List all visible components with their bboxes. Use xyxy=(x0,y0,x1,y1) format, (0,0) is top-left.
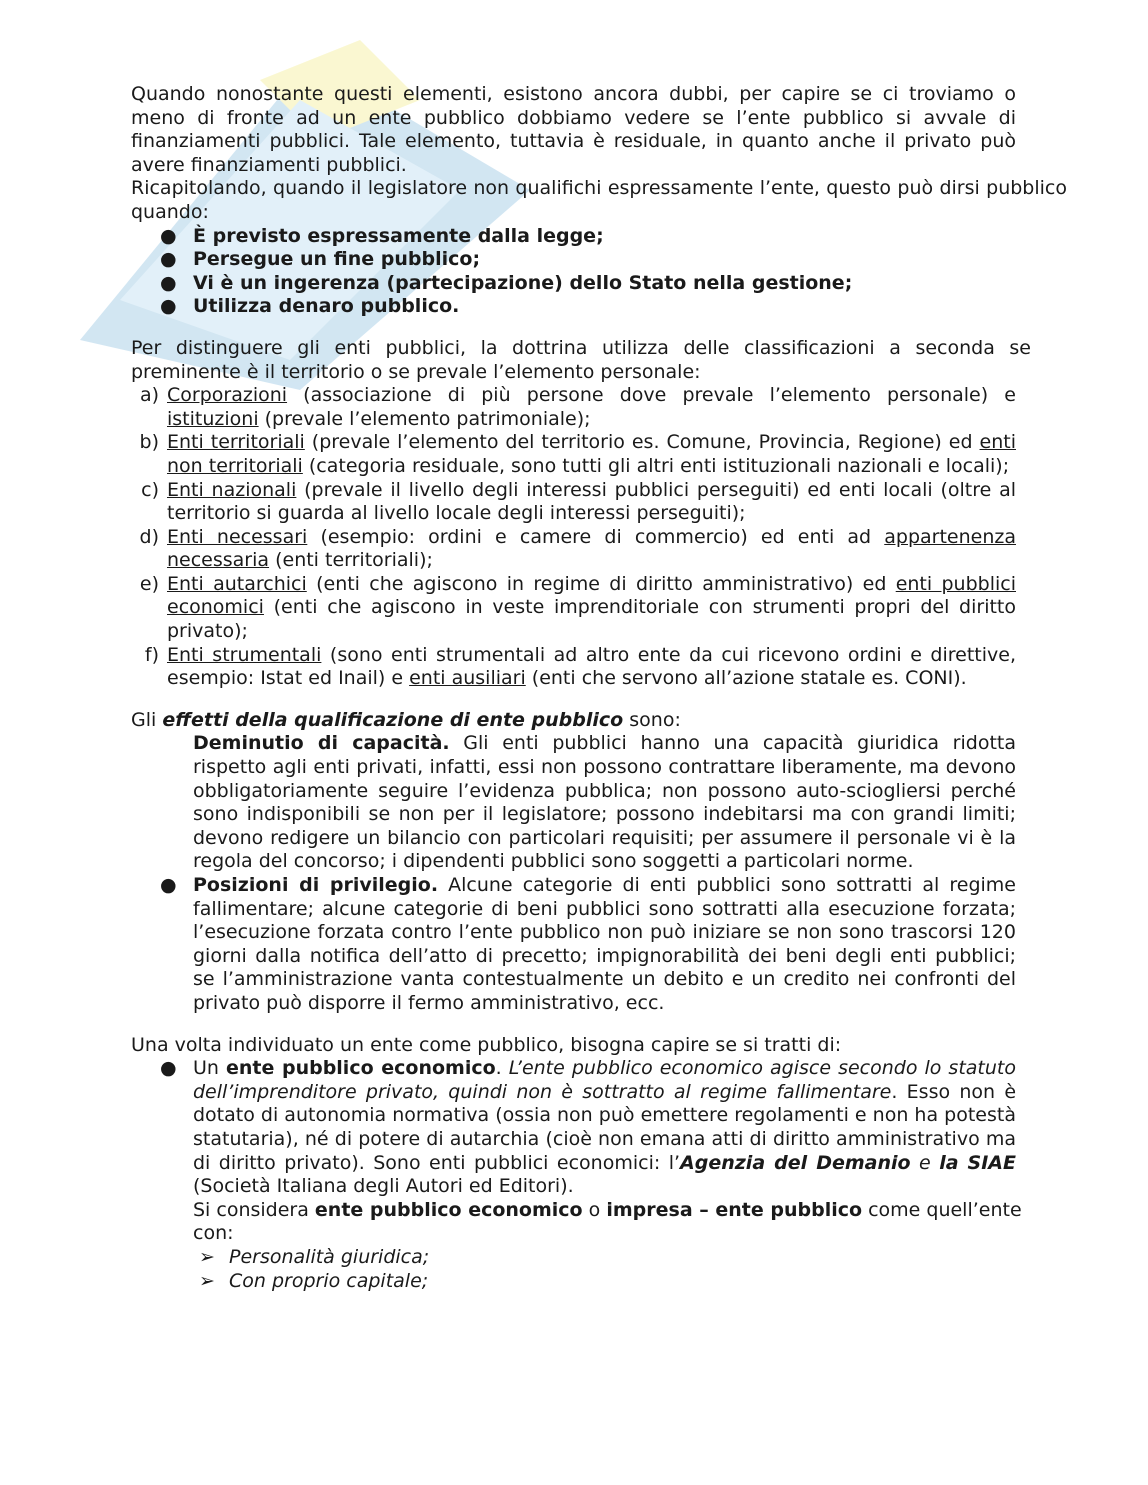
intro-paragraph-2: Ricapitolando, quando il legislatore non qualifichi espressamente l’ente, questo può dirsi pubblico quando: xyxy=(131,177,1067,223)
epe-title: ente pubblico economico xyxy=(225,1057,496,1080)
term-text: (prevale l’elemento patrimoniale); xyxy=(258,407,591,430)
criteria-text: È previsto espressamente dalla legge; xyxy=(193,224,604,247)
term: istituzioni xyxy=(167,407,259,430)
requirement-text: Con proprio capitale; xyxy=(229,1269,429,1292)
bullet-icon: ● xyxy=(160,224,177,247)
term-text: (sono enti strumentali ad altro ente da cui ricevono ordini e direttive, esempio: Istat ed Inail) e xyxy=(167,643,1016,690)
epe-example-2: la SIAE xyxy=(939,1151,1016,1174)
bullet-icon: ● xyxy=(160,874,177,896)
intro-paragraph-1: Quando nonostante questi elementi, esistono ancora dubbi, per capire se ci troviamo o meno di fronte ad un ente pubblico dobbiamo vedere se l’ente pubblico si avvale di finanziamenti pubblici. Tale elemento, tuttavia è residuale, in quanto anche il privato può avere finanziamenti pubblici. xyxy=(131,83,1016,176)
term: appartenenza necessaria xyxy=(167,525,1016,572)
term-text: (enti che agiscono in veste imprenditoriale con strumenti propri del diritto privato); xyxy=(167,596,1016,643)
term-text: (enti territoriali); xyxy=(269,549,433,572)
epe-italic: L’ente pubblico economico agisce secondo lo statuto dell’imprenditore privato, quindi non è sottratto al regime fallimentare xyxy=(193,1057,1016,1103)
bullet-icon: ● xyxy=(160,1057,177,1080)
term-text: (associazione di più persone dove prevale l’elemento personale) e xyxy=(287,384,1016,407)
list-item xyxy=(131,225,1016,249)
term-text: (enti che servono all’azione statale es. CONI). xyxy=(525,667,967,690)
epe-example-1: Agenzia del Demanio xyxy=(680,1151,911,1174)
effects-lead-post: sono: xyxy=(623,708,681,731)
list-marker: b) xyxy=(139,431,159,454)
consider-o: o xyxy=(582,1198,607,1221)
term-text: (categoria residuale, sono tutti gli altri enti istituzionali nazionali e locali); xyxy=(302,454,1010,477)
list-item xyxy=(193,1270,1016,1294)
consider-term-2: impresa – ente pubblico xyxy=(606,1198,863,1221)
effects-lead-pre: Gli xyxy=(131,708,163,731)
requirements-list xyxy=(193,1246,1016,1293)
list-item xyxy=(131,295,1016,319)
list-item xyxy=(131,1057,1022,1293)
classifications-list xyxy=(131,384,1016,691)
term: enti ausiliari xyxy=(409,667,526,690)
epe-text-1: . Esso non è dotato di autonomia normativa (ossia non può emettere regolamenti e non ha potestà statutaria), né di potere di autarchia (cioè non emana atti di diritto amministrativo ma di diritto privato). Sono enti pubblici economici: l’ xyxy=(193,1080,1017,1174)
criteria-list xyxy=(131,225,1016,319)
criteria-text: Utilizza denaro pubblico. xyxy=(193,295,460,318)
epe-dot: . xyxy=(495,1057,509,1080)
list-item xyxy=(131,431,1016,478)
term-text: (esempio: ordini e camere di commercio) ed enti ad xyxy=(307,525,885,548)
list-item xyxy=(131,573,1016,644)
bullet-icon: ● xyxy=(160,248,177,271)
list-item xyxy=(131,874,1016,1016)
list-item xyxy=(131,526,1016,573)
arrow-bullet-icon: ➢ xyxy=(199,1269,215,1292)
list-item xyxy=(131,479,1016,526)
epe-text-2: (Società Italiana degli Autori ed Editori). xyxy=(193,1175,574,1198)
effects-lead-title: effetti della qualificazione di ente pubblico xyxy=(162,708,624,731)
epe-mid: e xyxy=(910,1151,940,1174)
criteria-text: Persegue un fine pubblico; xyxy=(193,248,481,271)
term: Corporazioni xyxy=(167,384,288,407)
term-text: (enti che agiscono in regime di diritto amministrativo) ed xyxy=(306,572,896,595)
term: Enti nazionali xyxy=(167,478,297,501)
term: Enti necessari xyxy=(167,525,308,548)
criteria-text: Vi è un ingerenza (partecipazione) dello Stato nella gestione; xyxy=(193,271,853,294)
types-intro: Una volta individuato un ente come pubblico, bisogna capire se si tratti di: xyxy=(131,1033,842,1056)
term: Enti strumentali xyxy=(167,643,322,666)
term: enti pubblici economici xyxy=(167,572,1016,619)
list-marker: e) xyxy=(139,572,159,595)
list-item xyxy=(131,272,1016,296)
effects-lead xyxy=(131,709,1016,733)
list-item xyxy=(131,732,1016,874)
consider-post: come quell’ente con: xyxy=(193,1198,1022,1245)
requirement-text: Personalità giuridica; xyxy=(229,1245,430,1268)
term-text: (prevale l’elemento del territorio es. Comune, Provincia, Regione) ed xyxy=(304,431,980,454)
epe-pre: Un xyxy=(193,1057,226,1080)
term-text: (prevale il livello degli interessi pubblici perseguiti) ed enti locali (oltre al territorio si guarda al livello locale degli interessi perseguiti); xyxy=(167,478,1016,525)
list-item xyxy=(193,1246,1016,1270)
arrow-bullet-icon: ➢ xyxy=(199,1245,215,1268)
term: Enti autarchici xyxy=(167,572,307,595)
list-item xyxy=(131,644,1016,691)
term: enti non territoriali xyxy=(167,431,1016,477)
bullet-icon: ● xyxy=(160,271,177,294)
list-marker: f) xyxy=(144,643,159,666)
effect-title: Deminutio di capacità. xyxy=(193,732,450,755)
epe-consider xyxy=(193,1199,1068,1246)
effect-title: Posizioni di privilegio. xyxy=(193,874,439,896)
list-marker: d) xyxy=(139,525,159,548)
term: Enti territoriali xyxy=(167,431,305,454)
bullet-icon: ● xyxy=(160,295,177,318)
effect-text: Alcune categorie di enti pubblici sono sottratti al regime fallimentare; alcune categorie di beni pubblici sono sottratti alla esecuzione forzata; l’esecuzione forzata contro l’ente pubblico non può iniziare se non sono trascorsi 120 giorni dalla notifica dell’atto di precetto; impignorabilità dei beni degli enti pubblici; se l’amministrazione vanta contestualmente un debito e un credito nei confronti del privato può disporre il fermo amministrativo, ecc. xyxy=(193,874,1016,1014)
types-list xyxy=(131,1057,1022,1293)
list-item xyxy=(131,384,1016,431)
list-item xyxy=(131,248,1016,272)
consider-pre: Si considera xyxy=(193,1198,315,1221)
document-page xyxy=(131,83,1067,1293)
list-marker: a) xyxy=(139,384,159,407)
classifications-intro: Per distinguere gli enti pubblici, la dottrina utilizza delle classificazioni a seconda se preminente è il territorio o se prevale l’elemento personale: xyxy=(131,336,1031,383)
list-marker: c) xyxy=(141,478,159,501)
consider-term-1: ente pubblico economico xyxy=(314,1198,583,1221)
effects-list xyxy=(131,732,1016,1015)
effect-text: Gli enti pubblici hanno una capacità giuridica ridotta rispetto agli enti privati, infatti, essi non possono contrattare liberamente, ma devono obbligatoriamente seguire l’evidenza pubblica; non possono auto-sciogliersi perché sono indisponibili se non per il legislatore; possono indebitarsi ma con grandi limiti; devono redigere un bilancio con particolari requisiti; per assumere il personale vi è la regola del concorso; i dipendenti pubblici sono soggetti a particolari norme. xyxy=(193,732,1017,873)
